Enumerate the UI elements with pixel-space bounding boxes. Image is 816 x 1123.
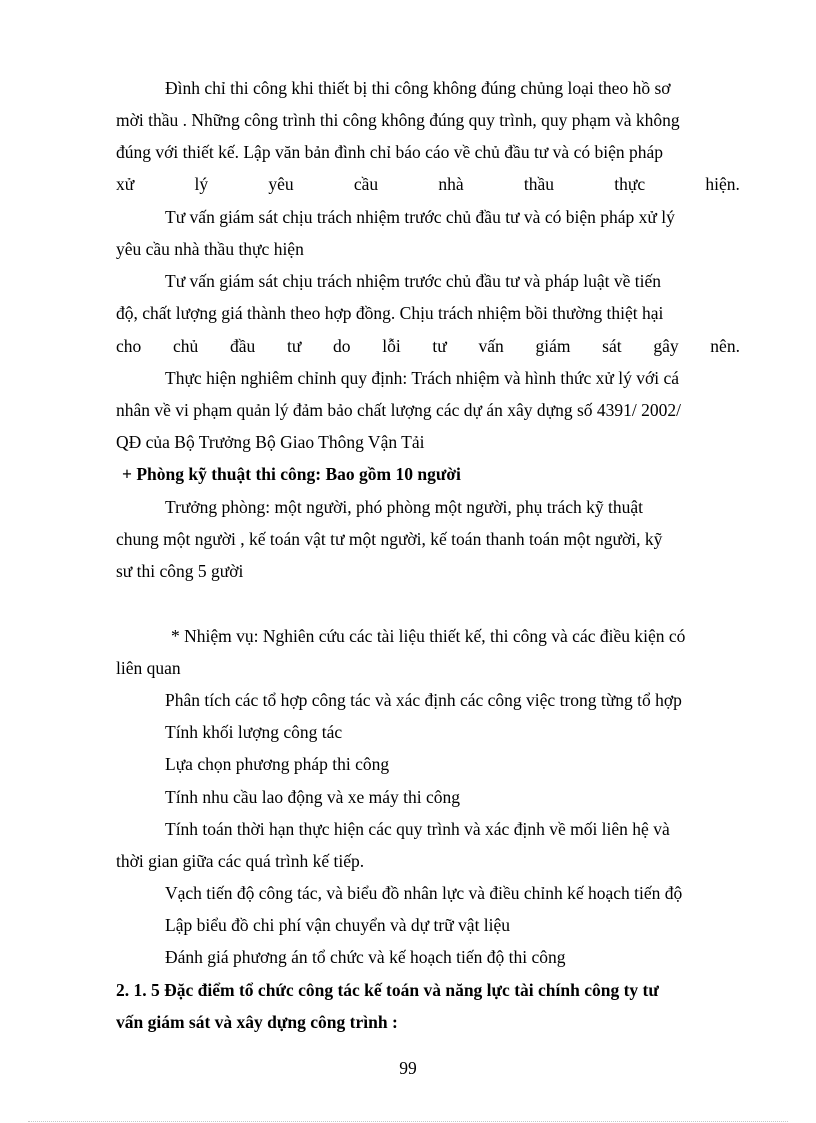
word: cầu xyxy=(353,174,379,194)
duty-item: Tính khối lượng công tác xyxy=(165,722,343,742)
paragraph-line: Tư vấn giám sát chịu trách nhiệm trước chủ đầu tư và pháp luật về tiến xyxy=(165,271,661,291)
word: thầu xyxy=(523,174,555,194)
word: xử xyxy=(116,174,135,194)
paragraph-line-justified xyxy=(116,335,740,357)
paragraph-line: nhân về vi phạm quản lý đảm bảo chất lượng các dự án xây dựng số 4391/ 2002/ xyxy=(116,400,682,420)
word: gây xyxy=(653,336,679,356)
duty-item: Tính nhu cầu lao động và xe máy thi công xyxy=(165,787,460,807)
paragraph-line: mời thầu . Những công trình thi công không đúng quy trình, quy phạm và không xyxy=(116,110,680,130)
paragraph-line: Tính toán thời hạn thực hiện các quy trình và xác định về mối liên hệ và xyxy=(165,819,670,839)
paragraph-line: Thực hiện nghiêm chỉnh quy định: Trách nhiệm và hình thức xử lý với cá xyxy=(165,368,680,388)
word: đầu xyxy=(229,336,256,356)
duty-item: Đánh giá phương án tổ chức và kế hoạch tiến độ thi công xyxy=(165,947,566,967)
paragraph-line: yêu cầu nhà thầu thực hiện xyxy=(116,239,304,259)
duty-item: Phân tích các tổ hợp công tác và xác định các công việc trong từng tổ hợp xyxy=(165,690,682,710)
paragraph-line: sư thi công 5 gười xyxy=(116,561,244,581)
word: hiện. xyxy=(705,174,740,194)
word: cho xyxy=(116,336,142,356)
duty-line: liên quan xyxy=(116,658,181,678)
word: tư xyxy=(286,336,302,356)
word: lý xyxy=(194,174,209,194)
paragraph-line: thời gian giữa các quá trình kế tiếp. xyxy=(116,851,365,871)
word: tư xyxy=(432,336,447,356)
page-number: 99 xyxy=(399,1058,417,1078)
word: chủ xyxy=(172,336,199,356)
paragraph-line: chung một người , kế toán vật tư một người, kế toán thanh toán một người, kỹ xyxy=(116,529,663,549)
paragraph-line: Đình chỉ thi công khi thiết bị thi công không đúng chủng loại theo hồ sơ xyxy=(165,78,671,98)
section-heading: 2. 1. 5 Đặc điểm tổ chức công tác kế toán và năng lực tài chính công ty tư xyxy=(116,980,659,1000)
page-bottom-rule xyxy=(28,1121,788,1122)
word: lỗi xyxy=(382,336,401,356)
paragraph-line: đúng với thiết kế. Lập văn bản đình chỉ báo cáo về chủ đầu tư và có biện pháp xyxy=(116,142,663,162)
word: nhà xyxy=(438,174,464,194)
section-heading: vấn giám sát và xây dựng công trình : xyxy=(116,1012,398,1032)
word: do xyxy=(333,336,351,356)
duty-item: Lựa chọn phương pháp thi công xyxy=(165,754,390,774)
paragraph-line: độ, chất lượng giá thành theo hợp đồng. Chịu trách nhiệm bồi thường thiệt hại xyxy=(116,303,664,323)
paragraph-line: QĐ của Bộ Trưởng Bộ Giao Thông Vận Tải xyxy=(116,432,425,452)
word: yêu xyxy=(268,174,294,194)
room-heading: + Phòng kỹ thuật thi công: Bao gồm 10 người xyxy=(122,464,461,484)
word: nên. xyxy=(710,336,740,356)
paragraph-line: Tư vấn giám sát chịu trách nhiệm trước chủ đầu tư và có biện pháp xử lý xyxy=(165,207,675,227)
word: sát xyxy=(602,336,622,356)
word: thực xyxy=(614,174,646,194)
duty-line: * Nhiệm vụ: Nghiên cứu các tài liệu thiết kế, thi công và các điều kiện có xyxy=(171,626,686,646)
paragraph-line-justified xyxy=(116,173,740,195)
word: giám xyxy=(535,336,571,356)
duty-item: Vạch tiến độ công tác, và biểu đồ nhân lực và điều chỉnh kế hoạch tiến độ xyxy=(165,883,683,903)
paragraph-line: Trưởng phòng: một người, phó phòng một người, phụ trách kỹ thuật xyxy=(165,497,643,517)
word: vấn xyxy=(478,336,504,356)
duty-item: Lập biểu đồ chi phí vận chuyển và dự trữ vật liệu xyxy=(165,915,511,935)
